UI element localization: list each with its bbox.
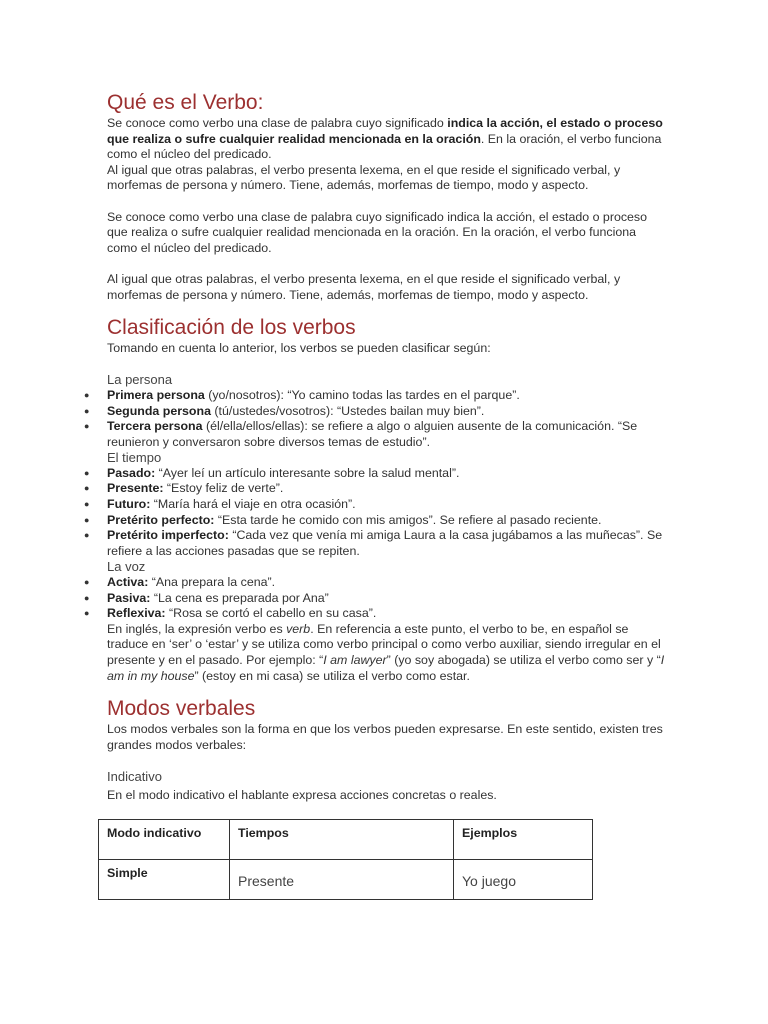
item-label: Activa:	[107, 575, 149, 590]
item-label: Primera persona	[107, 387, 205, 402]
list-item	[107, 606, 667, 622]
item-text: “Rosa se cortó el cabello en su casa”.	[165, 606, 377, 621]
item-text: “Estoy feliz de verte”.	[163, 481, 284, 496]
item-label: Presente:	[107, 481, 164, 496]
table-cell: Yo juego	[454, 860, 593, 900]
item-label: Futuro:	[107, 497, 151, 512]
subheading-tiempo: El tiempo	[107, 450, 162, 466]
section-title-modos-verbales: Modos verbales	[107, 697, 256, 721]
item-text: (él/ella/ellos/ellas): se refiere a algo o alguien ausente de la comunicación. “Se reunieron y conversaron sobre diversos temas de estudio”.	[107, 419, 638, 449]
subheading-voz: La voz	[107, 559, 146, 575]
item-label: Tercera persona	[107, 419, 203, 434]
item-label: Pretérito perfecto:	[107, 512, 215, 527]
list-item	[107, 388, 667, 404]
document-page	[107, 90, 667, 900]
item-text: (yo/nosotros): “Yo camino todas las tardes en el parque”.	[204, 387, 520, 402]
item-label: Reflexiva:	[107, 606, 166, 621]
list-item	[107, 528, 667, 559]
item-text: “Esta tarde he comido con mis amigos”. Se refiere al pasado reciente.	[214, 512, 602, 527]
list-voz	[107, 575, 667, 622]
paragraph-italic-text: verb	[286, 621, 311, 636]
paragraph-definition-repeat: Se conoce como verbo una clase de palabra cuyo significado indica la acción, el estado o proceso que realiza o sufre cualquier realidad mencionada en la oración. En la oración, el verbo funciona como el núcleo del predicado.	[107, 209, 648, 255]
paragraph-indicativo: En el modo indicativo el hablante expresa acciones concretas o reales.	[107, 787, 497, 802]
paragraph-english-verb	[107, 622, 667, 684]
indicativo-table	[98, 819, 593, 900]
paragraph-clasificacion-intro: Tomando en cuenta lo anterior, los verbos se pueden clasificar según:	[107, 341, 491, 356]
paragraph-text: En inglés, la expresión verbo es	[107, 621, 287, 636]
table-header-row	[99, 820, 593, 860]
list-item	[107, 513, 667, 529]
table-row	[99, 860, 593, 900]
list-item	[107, 466, 667, 482]
paragraph-text: Se conoce como verbo una clase de palabra cuyo significado	[107, 116, 448, 130]
list-item	[107, 481, 667, 497]
section-title-clasificacion: Clasificación de los verbos	[107, 316, 356, 340]
item-label: Segunda persona	[107, 403, 211, 418]
paragraph-lexema-repeat: Al igual que otras palabras, el verbo presenta lexema, en el que reside el significado verbal, y morfemas de persona y número. Tiene, además, morfemas de tiempo, modo y aspecto.	[107, 271, 621, 302]
item-label: Pasiva:	[107, 590, 151, 605]
item-text: “Cada vez que venía mi amiga Laura a la casa jugábamos a las muñecas”. Se refiere a las acciones pasadas que se repiten.	[107, 528, 663, 558]
item-text: “Ayer leí un artículo interesante sobre la salud mental”.	[155, 465, 460, 480]
paragraph-modos-intro: Los modos verbales son la forma en que los verbos pueden expresarse. En este sentido, existen tres grandes modos verbales:	[107, 722, 663, 752]
paragraph-bold-text: indica la acción, el estado o proceso que realiza o sufre cualquier realidad mencionada en la oración	[107, 116, 663, 146]
subheading-persona: La persona	[107, 372, 173, 388]
paragraph-text: ” (estoy en mi casa) se utiliza el verbo como estar.	[194, 668, 470, 683]
item-text: “La cena es preparada por Ana”	[150, 590, 329, 605]
item-text: “Ana prepara la cena”.	[148, 575, 276, 590]
item-label: Pasado:	[107, 465, 156, 480]
paragraph-text: . En la oración, el verbo funciona como el núcleo del predicado.	[107, 131, 662, 162]
item-text: (tú/ustedes/vosotros): “Ustedes bailan muy bien”.	[210, 403, 485, 418]
section-title-que-es-el-verbo: Qué es el Verbo:	[107, 91, 264, 114]
list-item	[107, 497, 667, 513]
list-item	[107, 419, 667, 450]
item-label: Pretérito imperfecto:	[107, 528, 229, 543]
table-cell: Simple	[99, 860, 230, 900]
paragraph-text: ” (yo soy abogada) se utiliza el verbo como ser y “	[386, 653, 661, 667]
list-item	[107, 404, 667, 420]
list-persona	[107, 388, 667, 450]
table-header-cell: Ejemplos	[454, 820, 593, 860]
paragraph-lexema: Al igual que otras palabras, el verbo presenta lexema, en el que reside el significado verbal, y morfemas de persona y número. Tiene, además, morfemas de tiempo, modo y aspecto.	[107, 162, 621, 193]
item-text: “María hará el viaje en otra ocasión”.	[150, 497, 356, 512]
paragraph-text: . En referencia a este punto, el verbo to be, en español se traduce en ‘ser’ o ‘estar’ y se utiliza como verbo principal o como verbo auxiliar, siendo irregular en el presente y en el pasado. Por ejemplo: “	[107, 621, 661, 667]
table-cell: Presente	[230, 860, 454, 900]
list-item	[107, 575, 667, 591]
list-item	[107, 591, 667, 607]
paragraph-definition	[107, 116, 667, 163]
table-header-cell: Tiempos	[230, 820, 454, 860]
subheading-indicativo: Indicativo	[107, 768, 162, 784]
list-tiempo	[107, 466, 667, 560]
table-header-cell: Modo indicativo	[99, 820, 230, 860]
paragraph-italic-text: I am lawyer	[323, 653, 387, 667]
paragraph-italic-text: I am in my house	[107, 653, 665, 683]
